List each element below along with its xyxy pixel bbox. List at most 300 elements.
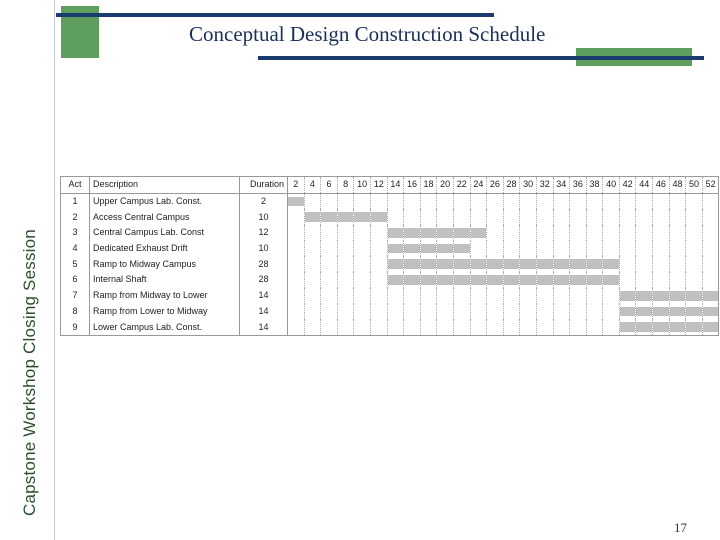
gantt-bar-segment: [554, 259, 570, 269]
week-cell: [603, 209, 620, 225]
header-duration: Duration: [240, 177, 288, 194]
week-cell: [387, 272, 404, 288]
week-cell: [520, 209, 537, 225]
week-cell: [520, 193, 537, 209]
week-cell: [487, 225, 504, 241]
gantt-bar-segment: [670, 307, 686, 317]
header-week: 18: [420, 177, 437, 194]
week-cell: [470, 256, 487, 272]
week-cell: [586, 256, 603, 272]
header-week: 34: [553, 177, 570, 194]
gantt-bar-segment: [686, 322, 702, 332]
header-week: 30: [520, 177, 537, 194]
week-cell: [520, 319, 537, 335]
week-cell: [520, 288, 537, 304]
gantt-bar-segment: [570, 275, 586, 285]
week-cell: [437, 288, 454, 304]
gantt-bar-segment: [653, 291, 669, 301]
gantt-bar-segment: [454, 228, 470, 238]
gantt-bar-segment: [471, 259, 487, 269]
gantt-bar-segment: [603, 259, 619, 269]
act-cell: 3: [61, 225, 90, 241]
week-cell: [636, 288, 653, 304]
week-cell: [570, 288, 587, 304]
duration-cell: 28: [240, 272, 288, 288]
week-cell: [304, 241, 321, 257]
week-cell: [536, 225, 553, 241]
week-cell: [288, 209, 305, 225]
week-cell: [437, 209, 454, 225]
week-cell: [553, 304, 570, 320]
week-cell: [686, 288, 703, 304]
week-cell: [686, 304, 703, 320]
act-cell: 2: [61, 209, 90, 225]
header-week: 36: [570, 177, 587, 194]
week-cell: [387, 256, 404, 272]
week-cell: [470, 319, 487, 335]
week-cell: [304, 209, 321, 225]
week-cell: [404, 193, 421, 209]
week-cell: [653, 288, 670, 304]
week-cell: [520, 225, 537, 241]
gantt-bar-segment: [404, 244, 420, 254]
page-title: Conceptual Design Construction Schedule: [189, 22, 546, 46]
week-cell: [636, 193, 653, 209]
week-cell: [503, 256, 520, 272]
week-cell: [619, 319, 636, 335]
gantt-bar-segment: [437, 244, 453, 254]
week-cell: [536, 272, 553, 288]
gantt-bar-segment: [620, 322, 636, 332]
week-cell: [570, 209, 587, 225]
week-cell: [536, 304, 553, 320]
gantt-bar-segment: [437, 275, 453, 285]
week-cell: [669, 256, 686, 272]
week-cell: [404, 272, 421, 288]
gantt-bar-segment: [670, 291, 686, 301]
gantt-bar-segment: [703, 322, 719, 332]
week-cell: [420, 288, 437, 304]
gantt-bar-segment: [388, 228, 404, 238]
week-cell: [354, 319, 371, 335]
week-cell: [669, 319, 686, 335]
week-cell: [636, 225, 653, 241]
week-cell: [603, 272, 620, 288]
week-cell: [337, 272, 354, 288]
header-week: 22: [453, 177, 470, 194]
week-cell: [553, 319, 570, 335]
week-cell: [354, 241, 371, 257]
week-cell: [370, 319, 387, 335]
act-cell: 1: [61, 193, 90, 209]
week-cell: [337, 304, 354, 320]
week-cell: [487, 304, 504, 320]
week-cell: [586, 225, 603, 241]
week-cell: [702, 193, 719, 209]
gantt-bar-segment: [471, 228, 487, 238]
side-title: Capstone Workshop Closing Session: [20, 229, 39, 516]
week-cell: [437, 193, 454, 209]
week-cell: [453, 209, 470, 225]
act-cell: 9: [61, 319, 90, 335]
week-cell: [570, 304, 587, 320]
schedule-header-row: [61, 177, 719, 194]
schedule-row: [61, 272, 719, 288]
week-cell: [669, 288, 686, 304]
week-cell: [453, 272, 470, 288]
gantt-bar-segment: [636, 322, 652, 332]
gantt-bar-segment: [437, 259, 453, 269]
header-week: 46: [653, 177, 670, 194]
gantt-bar-segment: [520, 275, 536, 285]
gantt-bar-segment: [388, 244, 404, 254]
gantt-bar-segment: [371, 212, 387, 222]
week-cell: [387, 225, 404, 241]
week-cell: [653, 225, 670, 241]
header-week: 28: [503, 177, 520, 194]
week-cell: [437, 272, 454, 288]
duration-cell: 14: [240, 319, 288, 335]
week-cell: [636, 304, 653, 320]
week-cell: [669, 193, 686, 209]
duration-cell: 14: [240, 288, 288, 304]
week-cell: [702, 304, 719, 320]
gantt-bar-segment: [454, 259, 470, 269]
gantt-bar-segment: [570, 259, 586, 269]
week-cell: [354, 256, 371, 272]
week-cell: [304, 288, 321, 304]
gantt-bar-segment: [587, 259, 603, 269]
week-cell: [470, 241, 487, 257]
week-cell: [586, 241, 603, 257]
week-cell: [619, 193, 636, 209]
week-cell: [304, 319, 321, 335]
schedule-row: [61, 209, 719, 225]
week-cell: [453, 193, 470, 209]
week-cell: [304, 272, 321, 288]
week-cell: [653, 272, 670, 288]
header-week: 2: [288, 177, 305, 194]
description-cell: Lower Campus Lab. Const.: [90, 319, 240, 335]
gantt-bar-segment: [487, 275, 503, 285]
week-cell: [370, 272, 387, 288]
week-cell: [420, 241, 437, 257]
week-cell: [387, 241, 404, 257]
week-cell: [636, 319, 653, 335]
header-week: 10: [354, 177, 371, 194]
week-cell: [536, 241, 553, 257]
gantt-bar-segment: [388, 259, 404, 269]
week-cell: [503, 193, 520, 209]
week-cell: [619, 304, 636, 320]
week-cell: [686, 319, 703, 335]
gantt-bar-segment: [537, 275, 553, 285]
week-cell: [653, 241, 670, 257]
week-cell: [553, 209, 570, 225]
week-cell: [370, 193, 387, 209]
gantt-bar-segment: [487, 259, 503, 269]
week-cell: [487, 209, 504, 225]
week-cell: [288, 256, 305, 272]
week-cell: [321, 319, 338, 335]
gantt-bar-segment: [554, 275, 570, 285]
week-cell: [586, 319, 603, 335]
description-cell: Ramp from Midway to Lower: [90, 288, 240, 304]
week-cell: [503, 225, 520, 241]
act-cell: 7: [61, 288, 90, 304]
gantt-bar-segment: [321, 212, 337, 222]
gantt-bar-segment: [670, 322, 686, 332]
week-cell: [702, 225, 719, 241]
week-cell: [288, 319, 305, 335]
act-cell: 8: [61, 304, 90, 320]
gantt-bar-segment: [620, 291, 636, 301]
week-cell: [487, 193, 504, 209]
week-cell: [487, 241, 504, 257]
week-cell: [370, 256, 387, 272]
week-cell: [487, 256, 504, 272]
week-cell: [404, 209, 421, 225]
week-cell: [337, 193, 354, 209]
week-cell: [487, 288, 504, 304]
week-cell: [586, 272, 603, 288]
gantt-bar-segment: [653, 322, 669, 332]
week-cell: [470, 193, 487, 209]
week-cell: [586, 193, 603, 209]
week-cell: [619, 272, 636, 288]
week-cell: [603, 304, 620, 320]
week-cell: [420, 225, 437, 241]
week-cell: [536, 209, 553, 225]
week-cell: [603, 241, 620, 257]
week-cell: [321, 256, 338, 272]
week-cell: [354, 272, 371, 288]
week-cell: [370, 288, 387, 304]
gantt-bar-segment: [421, 244, 437, 254]
duration-cell: 10: [240, 209, 288, 225]
week-cell: [387, 319, 404, 335]
week-cell: [520, 256, 537, 272]
gantt-bar-segment: [587, 275, 603, 285]
duration-cell: 2: [240, 193, 288, 209]
gantt-bar-segment: [421, 275, 437, 285]
gantt-bar-segment: [404, 275, 420, 285]
week-cell: [321, 193, 338, 209]
duration-cell: 10: [240, 241, 288, 257]
week-cell: [586, 304, 603, 320]
week-cell: [686, 256, 703, 272]
week-cell: [503, 272, 520, 288]
week-cell: [437, 304, 454, 320]
week-cell: [420, 209, 437, 225]
header-week: 26: [487, 177, 504, 194]
gantt-bar-segment: [636, 291, 652, 301]
gantt-bar-segment: [686, 307, 702, 317]
week-cell: [453, 241, 470, 257]
week-cell: [636, 272, 653, 288]
week-cell: [321, 209, 338, 225]
week-cell: [686, 209, 703, 225]
week-cell: [437, 319, 454, 335]
week-cell: [653, 256, 670, 272]
week-cell: [653, 193, 670, 209]
week-cell: [702, 241, 719, 257]
week-cell: [653, 319, 670, 335]
schedule-row: [61, 241, 719, 257]
header-week: 24: [470, 177, 487, 194]
week-cell: [603, 319, 620, 335]
week-cell: [354, 304, 371, 320]
week-cell: [619, 225, 636, 241]
week-cell: [487, 319, 504, 335]
gantt-bar-segment: [620, 307, 636, 317]
header-description: Description: [90, 177, 240, 194]
week-cell: [470, 225, 487, 241]
week-cell: [387, 193, 404, 209]
week-cell: [288, 193, 305, 209]
week-cell: [553, 193, 570, 209]
week-cell: [603, 193, 620, 209]
week-cell: [686, 193, 703, 209]
week-cell: [387, 209, 404, 225]
description-cell: Central Campus Lab. Const: [90, 225, 240, 241]
act-cell: 6: [61, 272, 90, 288]
week-cell: [553, 288, 570, 304]
week-cell: [570, 241, 587, 257]
week-cell: [553, 256, 570, 272]
description-cell: Access Central Campus: [90, 209, 240, 225]
week-cell: [603, 225, 620, 241]
week-cell: [570, 193, 587, 209]
week-cell: [520, 241, 537, 257]
week-cell: [487, 272, 504, 288]
week-cell: [453, 304, 470, 320]
week-cell: [470, 288, 487, 304]
header-act: Act: [61, 177, 90, 194]
week-cell: [354, 225, 371, 241]
description-cell: Dedicated Exhaust Drift: [90, 241, 240, 257]
schedule-row: [61, 256, 719, 272]
week-cell: [619, 241, 636, 257]
week-cell: [520, 304, 537, 320]
week-cell: [354, 288, 371, 304]
week-cell: [404, 241, 421, 257]
description-cell: Internal Shaft: [90, 272, 240, 288]
week-cell: [470, 209, 487, 225]
week-cell: [337, 319, 354, 335]
week-cell: [570, 256, 587, 272]
week-cell: [636, 256, 653, 272]
week-cell: [503, 319, 520, 335]
week-cell: [370, 304, 387, 320]
header-week: 6: [321, 177, 338, 194]
week-cell: [288, 272, 305, 288]
duration-cell: 28: [240, 256, 288, 272]
week-cell: [437, 241, 454, 257]
week-cell: [288, 241, 305, 257]
week-cell: [337, 256, 354, 272]
gantt-bar-segment: [520, 259, 536, 269]
gantt-bar-segment: [537, 259, 553, 269]
week-cell: [636, 241, 653, 257]
week-cell: [304, 193, 321, 209]
duration-cell: 12: [240, 225, 288, 241]
week-cell: [686, 241, 703, 257]
week-cell: [570, 272, 587, 288]
week-cell: [420, 256, 437, 272]
decor-line-right: [258, 56, 704, 60]
description-cell: Upper Campus Lab. Const.: [90, 193, 240, 209]
week-cell: [503, 304, 520, 320]
week-cell: [653, 209, 670, 225]
week-cell: [288, 304, 305, 320]
week-cell: [370, 241, 387, 257]
header-week: 50: [686, 177, 703, 194]
week-cell: [470, 304, 487, 320]
gantt-bar-segment: [338, 212, 354, 222]
schedule-body: [61, 193, 719, 335]
week-cell: [304, 256, 321, 272]
week-cell: [370, 225, 387, 241]
week-cell: [288, 225, 305, 241]
week-cell: [619, 256, 636, 272]
header-week: 32: [536, 177, 553, 194]
week-cell: [404, 304, 421, 320]
gantt-bar-segment: [504, 275, 520, 285]
week-cell: [653, 304, 670, 320]
header-week: 8: [337, 177, 354, 194]
week-cell: [520, 272, 537, 288]
week-cell: [337, 225, 354, 241]
week-cell: [702, 319, 719, 335]
week-cell: [453, 256, 470, 272]
week-cell: [553, 225, 570, 241]
week-cell: [453, 319, 470, 335]
week-cell: [404, 288, 421, 304]
week-cell: [304, 225, 321, 241]
schedule-table: [60, 176, 719, 336]
week-cell: [321, 288, 338, 304]
gantt-bar-segment: [653, 307, 669, 317]
header-week: 4: [304, 177, 321, 194]
week-cell: [702, 272, 719, 288]
header-week: 12: [370, 177, 387, 194]
week-cell: [570, 319, 587, 335]
act-cell: 4: [61, 241, 90, 257]
week-cell: [354, 209, 371, 225]
week-cell: [420, 319, 437, 335]
week-cell: [536, 193, 553, 209]
week-cell: [387, 288, 404, 304]
week-cell: [337, 241, 354, 257]
gantt-bar-segment: [437, 228, 453, 238]
week-cell: [702, 256, 719, 272]
week-cell: [586, 209, 603, 225]
week-cell: [453, 288, 470, 304]
week-cell: [636, 209, 653, 225]
week-cell: [321, 241, 338, 257]
week-cell: [553, 241, 570, 257]
schedule-row: [61, 225, 719, 241]
schedule-row: [61, 304, 719, 320]
gantt-bar-segment: [454, 244, 470, 254]
week-cell: [536, 256, 553, 272]
gantt-bar-segment: [421, 259, 437, 269]
week-cell: [669, 209, 686, 225]
week-cell: [669, 304, 686, 320]
week-cell: [288, 288, 305, 304]
week-cell: [669, 272, 686, 288]
